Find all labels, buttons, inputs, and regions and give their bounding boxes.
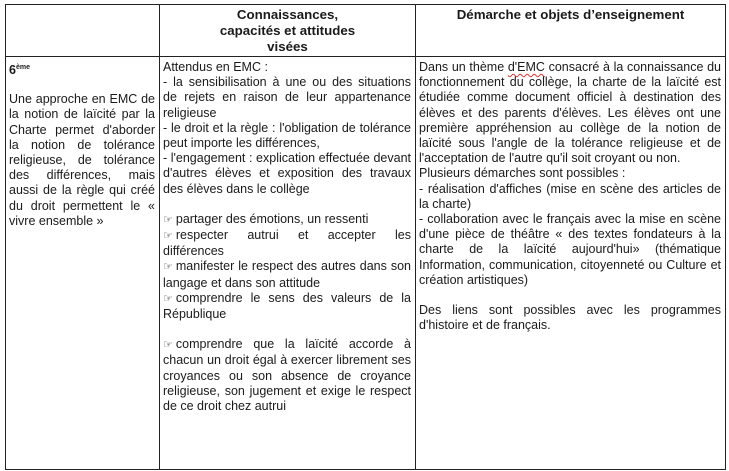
competence-item: ☞ manifester le respect des autres dans son langage et dans son attitude	[163, 259, 411, 290]
demarche-item: - réalisation d'affiches (mise en scène des articles de la charte)	[419, 181, 721, 211]
header-level	[6, 5, 160, 57]
header-line: Connaissances,	[236, 7, 339, 22]
attendu-item: - l'engagement : explication effectuée devant d'autres élèves et exposition des travaux des élèves dans le collège	[163, 151, 411, 196]
content-row	[6, 57, 726, 470]
header-row	[6, 5, 726, 57]
demarche-paragraph: Dans un thème d'EMC consacré à la connaissance du fonctionnement du collège, la charte de la laïcité est étudiée comme document officiel à destination des élèves et des parents d'élèves. Les élèves ont une première appréhension au collège de la notion de laïcité sous l'angle de la tolérance religieuse et de l'acceptation de l'autre qu'il soit croyant ou non.	[419, 60, 721, 166]
attendu-item: - la sensibilisation à une ou des situations de rejets en raison de leur appartenance religieuse	[163, 75, 411, 120]
demarche-item: - collaboration avec le français avec la mise en scène d'une pièce de théâtre « des textes fondateurs à la charte de la laïcité aujourd'hui» (thématique Information, communication, citoyenneté ou Culture et création artistiques)	[419, 212, 721, 287]
cell-demarche	[416, 57, 726, 470]
demarches-intro: Plusieurs démarches sont possibles :	[419, 166, 626, 181]
pointing-hand-icon: ☞	[163, 292, 173, 305]
competence-item: ☞ comprendre que la laïcité accorde à chacun un droit égal à exercer librement ses croyances ou son absence de croyance religieuse, son jugement et exige le respect de ce droit chez autrui	[163, 337, 411, 414]
competence-item: ☞ respecter autrui et accepter les différences	[163, 228, 411, 259]
spellcheck-flagged-word: d'EMC	[507, 60, 545, 74]
liens-paragraph: Des liens sont possibles avec les programmes d'histoire et de français.	[419, 303, 721, 333]
competence-item: ☞ comprendre le sens des valeurs de la République	[163, 290, 411, 322]
cell-connaissances	[160, 57, 416, 470]
pointing-hand-icon: ☞	[163, 213, 173, 226]
header-line: visées	[267, 39, 308, 54]
header-connaissances	[160, 5, 416, 57]
level-label: 6ème	[9, 63, 30, 77]
level-description: Une approche en EMC de la notion de laïcité par la Charte permet d'aborder la notion de tolérance religieuse, de tolérance des différences, mais aussi de la règle qui créé du droit permettent le « vivre ensemble »	[9, 92, 155, 228]
attendus-intro: Attendus en EMC :	[163, 60, 268, 74]
header-line: capacités et attitudes	[219, 23, 356, 38]
pointing-hand-icon: ☞	[163, 339, 173, 352]
pointing-hand-icon: ☞	[163, 230, 173, 243]
cell-level	[6, 57, 160, 470]
pointing-hand-icon: ☞	[163, 261, 173, 274]
competence-item: ☞ partager des émotions, un ressenti	[163, 211, 369, 226]
header-demarche: Démarche et objets d’enseignement	[416, 5, 726, 57]
curriculum-table	[5, 4, 726, 470]
attendu-item: - le droit et la règle : l'obligation de tolérance peut importe les différences,	[163, 120, 411, 151]
